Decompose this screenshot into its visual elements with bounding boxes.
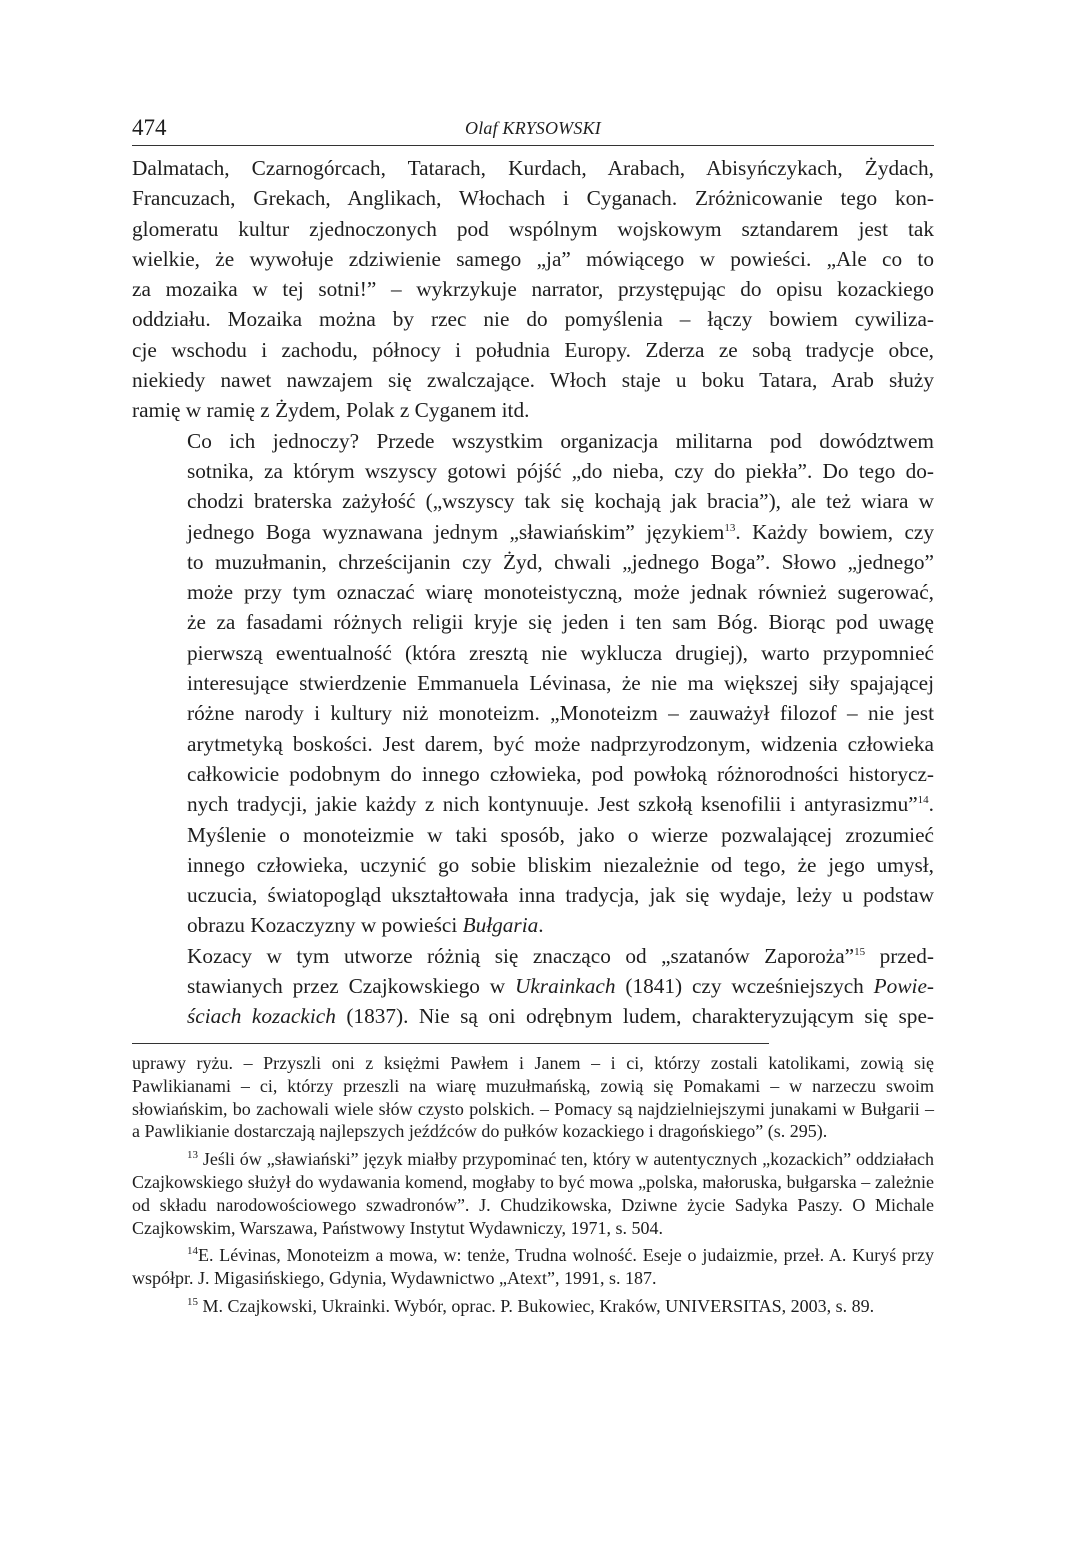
book-title: Ukrainkach [514, 974, 616, 999]
running-head-author: Olaf KRYSOWSKI [465, 118, 601, 138]
text-line: ściach kozackich (1837). Nie są oni odrębnym ludem, charakteryzującym się spe- [187, 1004, 935, 1029]
footnote-15: $^{15}$ M. Czajkowski, Ukrainki. Wybór, oprac. P. Bukowiec, Kraków, UNIVERSITAS, 2003, s. 89. [187, 1295, 875, 1316]
footnote-13: $^{13}$ Jeśli ów „sławiański” język miałby przypominać ten, który w autentycznych „kozackich” oddziałach Czajkowskiego służył do wydawania komend, mogłaby to być mowa „polska, małoruska, bułgarska – zależnie od składu narodowościowego szwadronów”. J. Chudzikowska, Dziwne życie Sadyka Paszy. O Michale Czajkowskim, Warszawa, Państwowy Instytut Wydawniczy, 1971, s. 504. [132, 1149, 934, 1238]
book-title: Bułgaria [462, 913, 539, 938]
footnote-number: 14 [187, 1245, 198, 1258]
page-header [132, 112, 934, 146]
paragraph-1 [132, 153, 934, 426]
text-line: Co ich jednoczy? Przede wszystkim organizacja militarna pod dowództwem [187, 428, 934, 453]
footnotes [132, 1052, 934, 1318]
footnote-separator [132, 1043, 769, 1044]
text-line: Myślenie o monoteizmie w taki sposób, jako o wierze pozwalającej zrozumieć [187, 822, 934, 847]
text-line: stawianych przez Czajkowskiego w Ukrainkach (1841) czy wcześniejszych Powie- [187, 974, 934, 999]
text-line: wielkie, że wywołuje zdziwienie samego „ja” mówiącego w powieści. „Ale co to [132, 246, 934, 271]
text-line: arytmetyką boskości. Jest darem, być może nadprzyrodzonym, widzenia człowieka [187, 731, 934, 756]
text-line: ramię w ramię z Żydem, Polak z Cyganem itd. [132, 398, 530, 423]
text-line: Kozacy w tym utworze różnią się znacząco od „szatanów Zaporoża”$^{15}$ przed- [187, 943, 935, 968]
footnote-14: $^{14}$E. Lévinas, Monoteizm a mowa, w: tenże, Trudna wolność. Eseje o judaizmie, przeł. A. Kuryś przy współpr. J. Migasińskiego, Gdynia, Wydawnictwo „Atext”, 1991, s. 187. [132, 1245, 934, 1289]
text-line: uczucia, światopogląd ukształtowała inna tradycja, jak się wydaje, leży u podstaw [187, 883, 934, 908]
page-number: 474 [132, 115, 167, 140]
text-line: sotnika, za którym wszyscy gotowi pójść „do nieba, czy do piekła”. Do tego do- [187, 458, 934, 483]
paragraph-3 [132, 941, 934, 1032]
text-line: obrazu Kozaczyzny w powieści Bułgaria. [187, 913, 544, 938]
footnote-ref-13[interactable]: 13 [724, 521, 736, 534]
text-line: że za fasadami różnych religii kryje się jeden i ten sam Bóg. Biorąc pod uwagę [187, 610, 934, 635]
text-line: interesujące stwierdzenie Emmanuela Lévinasa, że nie ma większej siły spajającej [187, 671, 934, 696]
text-line: Francuzach, Grekach, Anglikach, Włochach i Cyganach. Zróżnicowanie tego kon- [132, 186, 934, 211]
text-line: glomeratu kultur zjednoczonych pod wspólnym wojskowym sztandarem jest tak [132, 216, 934, 241]
footnote-continuation: uprawy ryżu. – Przyszli oni z księżmi Pawłem i Janem – i ci, którzy zostali katolikami, zowią się Pawlikianami – ci, którzy przeszli na wiarę muzułmańską, zowią się Pomakami – w narzeczu swoim słowiańskim, bo zachowali wiele słów czysto polskich. – Pomacy są najdzielniejszymi junakami w Bułgarii – a Pawlikianie dostarczają najlepszych jeźdźców do pułków kozackiego i dragońskiego” (s. 295). [132, 1053, 934, 1142]
paragraph-2 [132, 426, 934, 941]
footnote-ref-14[interactable]: 14 [917, 794, 929, 807]
text-line: chodzi braterska zażyłość („wszyscy tak się kochają jak bracia”), ale też wiara w [187, 489, 934, 514]
text-line: różne narody i kultury niż monoteizm. „Monoteizm – zauważył filozof – nie jest [187, 701, 934, 726]
text-line: jednego Boga wyznawana jednym „sławiańskim” językiem$^{13}$. Każdy bowiem, czy [187, 519, 934, 544]
text-line: Dalmatach, Czarnogórcach, Tatarach, Kurdach, Arabach, Abisyńczykach, Żydach, [132, 156, 934, 180]
main-text [132, 153, 934, 1032]
book-title: Powie- [873, 974, 934, 999]
text-line: cje wschodu i zachodu, północy i południa Europy. Zderza ze sobą tradycje obce, [132, 337, 934, 362]
text-line: za mozaika w tej sotni!” – wykrzykuje narrator, przystępując do opisu kozackiego [132, 277, 934, 302]
footnote-number: 15 [187, 1295, 198, 1308]
text-line: pierwszą ewentualność (która zresztą nie wyklucza drugiej), warto przypomnieć [187, 640, 934, 665]
text-line: może przy tym oznaczać wiarę monoteistyczną, może jednak również sugerować, [187, 580, 934, 605]
text-line: niekiedy nawet nawzajem się zwalczające. Włoch staje u boku Tatara, Arab służy [132, 368, 934, 393]
text-line: nych tradycji, jakie każdy z nich kontynuuje. Jest szkołą ksenofilii i antyrasizmu”$^{14}$. [187, 792, 934, 817]
book-title: ściach kozackich [187, 1004, 336, 1029]
footnote-ref-15[interactable]: 15 [854, 945, 866, 958]
text-line: całkowicie podobnym do innego człowieka, pod powłoką różnorodności historycz- [187, 761, 934, 786]
text-line: to muzułmanin, chrześcijanin czy Żyd, chwali „jednego Boga”. Słowo „jednego” [187, 549, 934, 574]
text-line: oddziału. Mozaika można by rzec nie do pomyślenia – łączy bowiem cywiliza- [132, 307, 934, 332]
text-line: innego człowieka, uczynić go sobie bliskim niezależnie od tego, że jego umysł, [187, 852, 934, 877]
footnote-number: 13 [187, 1149, 198, 1162]
